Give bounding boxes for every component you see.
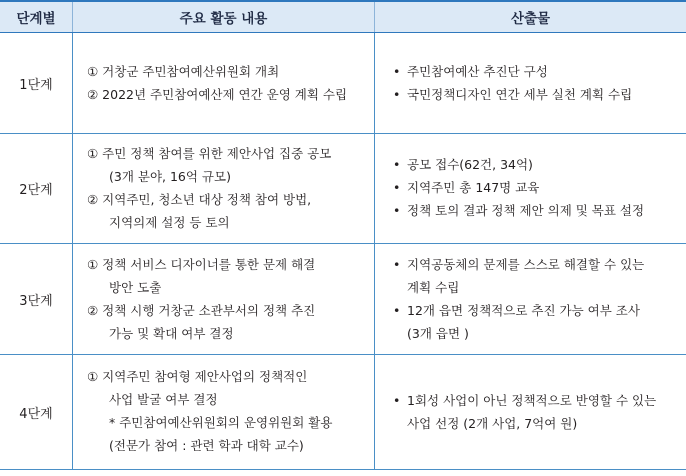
activity-note: * 주민참여예산위원회의 운영위원회 활용: [109, 415, 333, 430]
output-item: • 지역공동체의 문제를 스스로 해결할 수 있는: [393, 253, 644, 276]
header-outputs: 산출물: [374, 2, 686, 32]
activity-line: ① 거창군 주민참여예산위원회 개최: [87, 64, 280, 79]
stage-label: 4단계: [19, 406, 53, 422]
output-item: • 지역주민 총 147명 교육: [393, 176, 644, 199]
table-header: [0, 0, 686, 33]
bullet-icon: •: [393, 64, 401, 79]
stage-label: 1단계: [19, 77, 53, 93]
activity-line: ② 2022년 주민참여예산제 연간 운영 계획 수립: [87, 87, 348, 102]
bullet-icon: •: [393, 203, 401, 218]
activity-line: 사업 발굴 여부 결정: [109, 392, 218, 407]
activity-note: (전문가 참여 : 관련 학과 대학 교수): [109, 438, 304, 453]
table-row: [0, 134, 686, 244]
activities-cell: [72, 134, 374, 243]
activity-line: 지역의제 설정 등 토의: [109, 215, 230, 230]
table-row: [0, 355, 686, 470]
output-item-continuation: (3개 읍면 ): [407, 326, 469, 341]
activity-line: ① 정책 서비스 디자이너를 통한 문제 해결: [87, 257, 316, 272]
output-item: • 정책 토의 결과 정책 제안 의제 및 목표 설정: [393, 199, 644, 222]
activity-line: ① 주민 정책 참여를 위한 제안사업 집중 공모: [87, 146, 332, 161]
output-item: • 공모 접수(62건, 34억): [393, 153, 644, 176]
activity-line: ② 정책 시행 거창군 소관부서의 정책 추진: [87, 303, 316, 318]
table-row: [0, 244, 686, 355]
table-row: [0, 33, 686, 134]
output-item: • 12개 읍면 정책적으로 추진 가능 여부 조사: [393, 299, 644, 322]
activities-cell: [72, 355, 374, 469]
bullet-icon: •: [393, 303, 401, 318]
outputs-cell: [374, 134, 686, 243]
outputs-cell: [374, 355, 686, 469]
activity-line: ② 지역주민, 청소년 대상 정책 참여 방법,: [87, 192, 312, 207]
header-activities: 주요 활동 내용: [72, 2, 374, 32]
header-stage: 단계별: [16, 11, 56, 27]
bullet-icon: •: [393, 180, 401, 195]
bullet-icon: •: [393, 87, 401, 102]
activity-line: (3개 분야, 16억 규모): [109, 169, 231, 184]
bullet-icon: •: [393, 157, 401, 172]
stage-label: 2단계: [19, 183, 53, 198]
bullet-icon: •: [393, 257, 401, 272]
activity-line: ① 지역주민 참여형 제안사업의 정책적인: [87, 369, 308, 384]
outputs-cell: [374, 33, 686, 133]
activities-cell: [72, 33, 374, 133]
outputs-cell: [374, 244, 686, 354]
bullet-icon: •: [393, 393, 401, 408]
activity-line: 가능 및 확대 여부 결정: [109, 326, 234, 341]
output-item: • 국민정책디자인 연간 세부 실천 계획 수립: [393, 83, 632, 106]
output-item: • 1회성 사업이 아닌 정책적으로 반영할 수 있는: [393, 389, 656, 412]
activities-cell: [72, 244, 374, 354]
output-item-continuation: 사업 선정 (2개 사업, 7억여 원): [407, 416, 578, 431]
output-item: • 주민참여예산 추진단 구성: [393, 60, 632, 83]
output-item-continuation: 계획 수립: [407, 280, 460, 295]
stage-label: 3단계: [19, 293, 53, 309]
activity-line: 방안 도출: [109, 280, 162, 295]
